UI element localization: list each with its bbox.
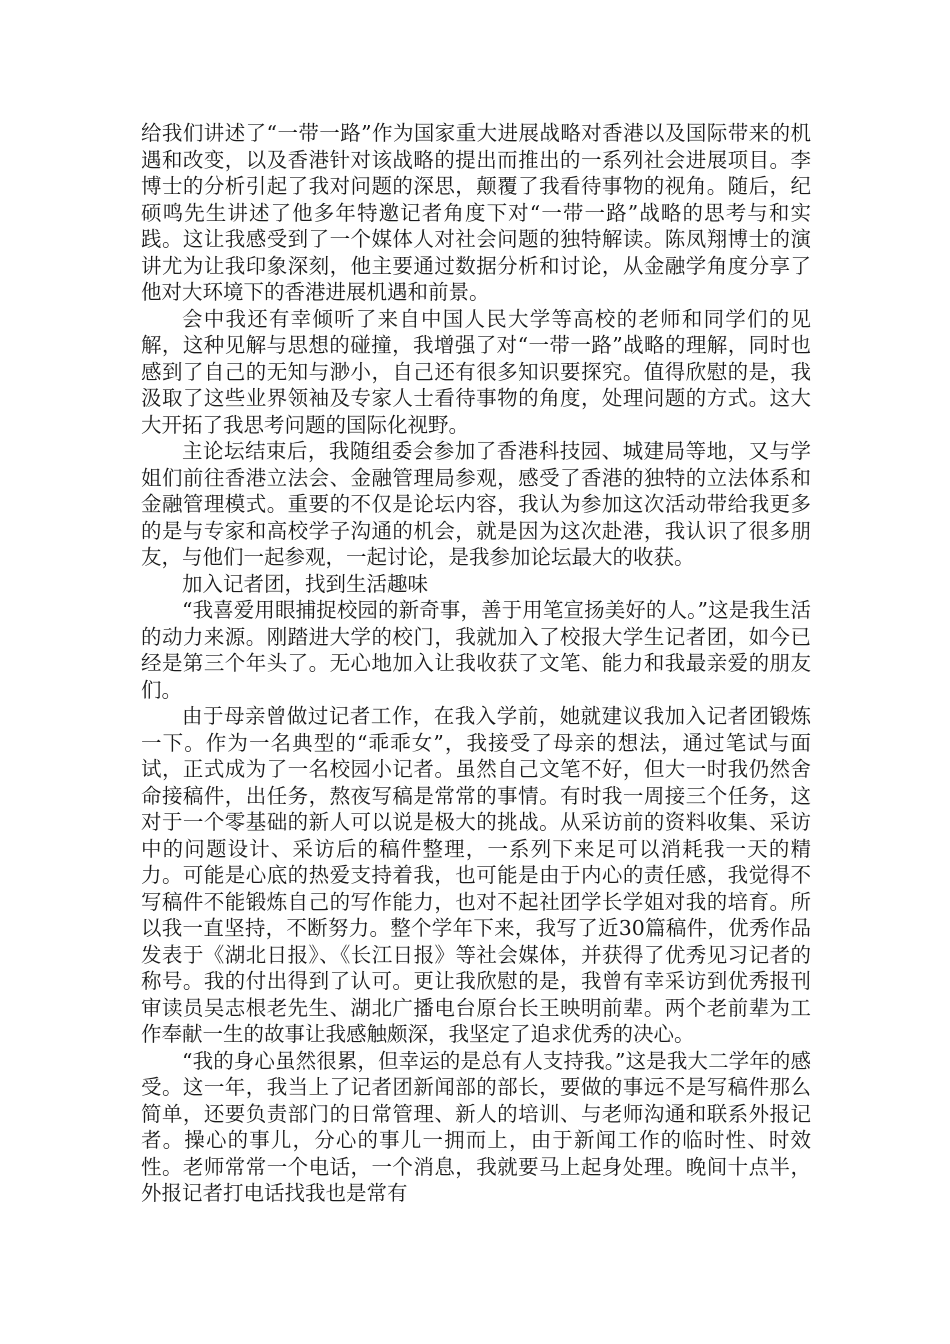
paragraph-forum-speakers: 给我们讲述了“一带一路”作为国家重大进展战略对香港以及国际带来的机遇和改变，以及香港针对该战略的提出而推出的一系列社会进展项目。李博士的分析引起了我对问题的深思，颠覆了我看待事物的视角。随后，纪硕鸣先生讲述了他多年特邀记者角度下对“一带一路”战略的思考与和实践。这让我感受到了一个媒体人对社会问题的独特解读。陈凤翔博士的演讲尤为让我印象深刻，他主要通过数据分析和讨论，从金融学角度分享了他对大环境下的香港进展机遇和前景。 — [141, 121, 811, 304]
section-heading-reporter-team: 加入记者团，找到生活趣味 — [182, 571, 428, 596]
paragraph-second-year-department-head: “我的身心虽然很累，但幸运的是总有人支持我。”这是我大二学年的感受。这一年，我当上了记者团新闻部的部长，要做的事远不是写稿件那么简单，还要负责部门的日常管理、新人的培训、与老师沟通和联系外报记者。操心的事儿，分心的事儿一拥而上，由于新闻工作的临时性、时效性。老师常常一个电话，一个消息，我就要马上起身处理。晚间十点半，外报记者打电话找我也是常有 — [141, 1048, 811, 1205]
paragraph-hong-kong-visit: 主论坛结束后，我随组委会参加了香港科技园、城建局等地，又与学姐们前往香港立法会、金融管理局参观，感受了香港的独特的立法体系和金融管理模式。重要的不仅是论坛内容，我认为参加这次活动带给我更多的是与专家和高校学子沟通的机会，就是因为这次赴港，我认识了很多朋友，与他们一起参观，一起讨论，是我参加论坛最大的收获。 — [141, 439, 811, 569]
paragraph-forum-insights: 会中我还有幸倾听了来自中国人民大学等高校的老师和同学们的见解，这种见解与思想的碰撞，我增强了对“一带一路”战略的理解，同时也感到了自己的无知与渺小，自己还有很多知识要探究。值得欣慰的是，我汲取了这些业界领袖及专家人士看待事物的角度，处理问题的方式。这大大开拓了我思考问题的国际化视野。 — [141, 306, 811, 437]
paragraph-joining-reporter-team: “我喜爱用眼捕捉校园的新奇事，善于用笔宣扬美好的人。”这是我生活的动力来源。刚踏进大学的校门，我就加入了校报大学生记者团，如今已经是第三个年头了。无心地加入让我收获了文笔、能力和我最亲爱的朋友们。 — [141, 598, 811, 702]
paragraph-first-year-reporter: 由于母亲曾做过记者工作，在我入学前，她就建议我加入记者团锻炼一下。作为一名典型的“乖乖女”，我接受了母亲的想法，通过笔试与面试，正式成为了一名校园小记者。虽然自己文笔不好，但大一时我仍然舍命接稿件，出任务，熬夜写稿是常常的事情。有时我一周接三个任务，这对于一个零基础的新人可以说是极大的挑战。从采访前的资料收集、采访中的问题设计、采访后的稿件整理，一系列下来足可以消耗我一天的精力。可能是心底的热爱支持着我，也可能是由于内心的责任感，我觉得不写稿件不能锻炼自己的写作能力，也对不起社团学长学姐对我的培育。所以我一直坚持，不断努力。整个学年下来，我写了近30篇稿件，优秀作品发表于《湖北日报》、《长江日报》等社会媒体，并获得了优秀见习记者的称号。我的付出得到了认可。更让我欣慰的是，我曾有幸采访到优秀报刊审读员吴志根老先生、湖北广播电台原台长王映明前辈。两个老前辈为工作奉献一生的故事让我感触颇深，我坚定了追求优秀的决心。 — [141, 704, 811, 1046]
document-body — [141, 120, 811, 1207]
